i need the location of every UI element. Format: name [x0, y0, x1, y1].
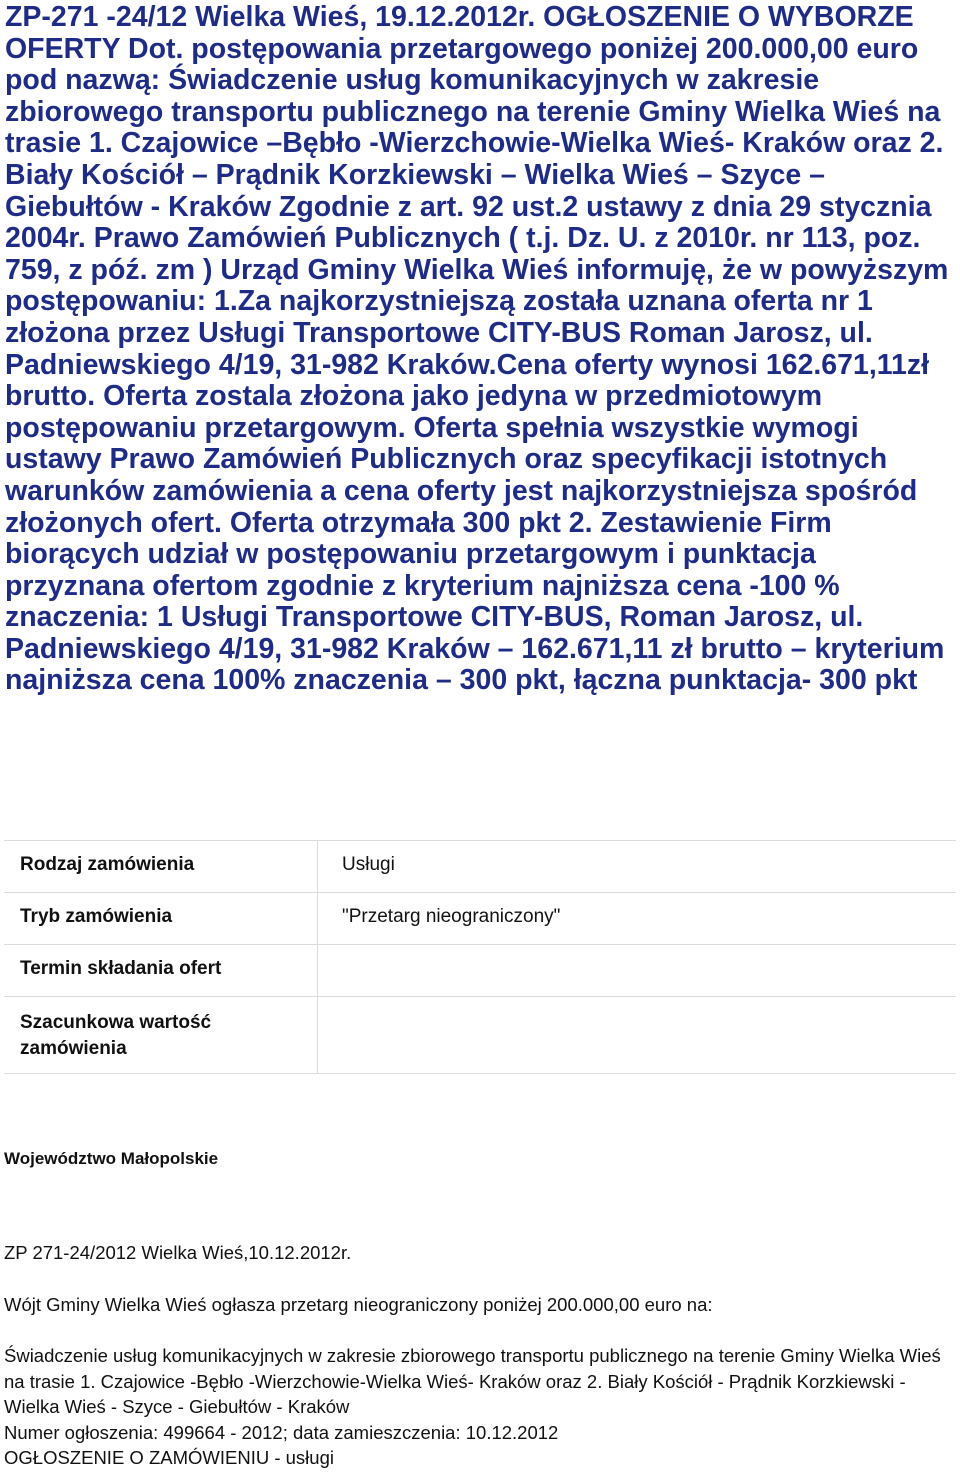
- order-info-table: [4, 840, 956, 1074]
- order-type-value: Usługi: [318, 841, 957, 893]
- estimated-value-label: Szacunkowa wartość zamówienia: [4, 997, 318, 1074]
- notice-heading: ZP-271 -24/12 Wielka Wieś, 19.12.2012r. OGŁOSZENIE O WYBORZE OFERTY Dot. postępowania przetargowego poniżej 200.000,00 euro pod nazwą: Świadczenie usług komunikacyjnych w zakresie zbiorowego transportu publicznego na terenie Gminy Wielka Wieś na trasie 1. Czajowice –Bębło -Wierzchowie-Wielka Wieś- Kraków oraz 2. Biały Kościół – Prądnik Korzkiewski – Wielka Wieś – Szyce – Giebułtów - Kraków Zgodnie z art. 92 ust.2 ustawy z dnia 29 stycznia 2004r. Prawo Zamówień Publicznych ( t.j. Dz. U. z 2010r. nr 113, poz. 759, z póź. zm ) Urząd Gminy Wielka Wieś informuję, że w powyższym postępowaniu: 1.Za najkorzystniejszą została uznana oferta nr 1 złożona przez Usługi Transportowe CITY-BUS Roman Jarosz, ul. Padniewskiego 4/19, 31-982 Kraków.Cena oferty wynosi 162.671,11zł brutto. Oferta zostala złożona jako jedyna w przedmiotowym postępowaniu przetargowym. Oferta spełnia wszystkie wymogi ustawy Prawo Zamówień Publicznych oraz specyfikacji istotnych warunków zamówienia a cena oferty jest najkorzystniejsza spośród złożonych ofert. Oferta otrzymała 300 pkt 2. Zestawienie Firm biorących udział w postępowaniu przetargowym i punktacja przyznana ofertom zgodnie z kryterium najniższa cena -100 % znaczenia: 1 Usługi Transportowe CITY-BUS, Roman Jarosz, ul. Padniewskiego 4/19, 31-982 Kraków – 162.671,11 zł brutto – kryterium najniższa cena 100% znaczenia – 300 pkt, łączna punktacja- 300 pkt: [5, 1, 949, 697]
- announcement-line: Wójt Gminy Wielka Wieś ogłasza przetarg nieograniczony poniżej 200.000,00 euro na:: [4, 1294, 713, 1315]
- order-type-label: Rodzaj zamówienia: [4, 841, 318, 893]
- table-row: [4, 997, 956, 1074]
- offer-deadline-label: Termin składania ofert: [4, 945, 318, 997]
- procedure-mode-value: "Przetarg nieograniczony": [318, 893, 957, 945]
- service-description: Świadczenie usług komunikacyjnych w zakresie zbiorowego transportu publicznego na terenie Gminy Wielka Wieś na trasie 1. Czajowice -Bębło -Wierzchowie-Wielka Wieś- Kraków oraz 2. Biały Kościół - Prądnik Korzkiewski - Wielka Wieś - Szyce - Giebułtów - Kraków: [4, 1345, 941, 1418]
- offer-deadline-value: [318, 945, 957, 997]
- announcement-number: Numer ogłoszenia: 499664 - 2012; data zamieszczenia: 10.12.2012: [4, 1422, 559, 1443]
- procedure-mode-label: Tryb zamówienia: [4, 893, 318, 945]
- table-row: [4, 841, 956, 893]
- table-row: [4, 945, 956, 997]
- announcement-type: OGŁOSZENIE O ZAMÓWIENIU - usługi: [4, 1447, 334, 1468]
- estimated-value-value: [318, 997, 957, 1074]
- voivodeship-label: Województwo Małopolskie: [4, 1149, 219, 1168]
- table-row: [4, 893, 956, 945]
- reference-line: ZP 271-24/2012 Wielka Wieś,10.12.2012r.: [4, 1242, 352, 1263]
